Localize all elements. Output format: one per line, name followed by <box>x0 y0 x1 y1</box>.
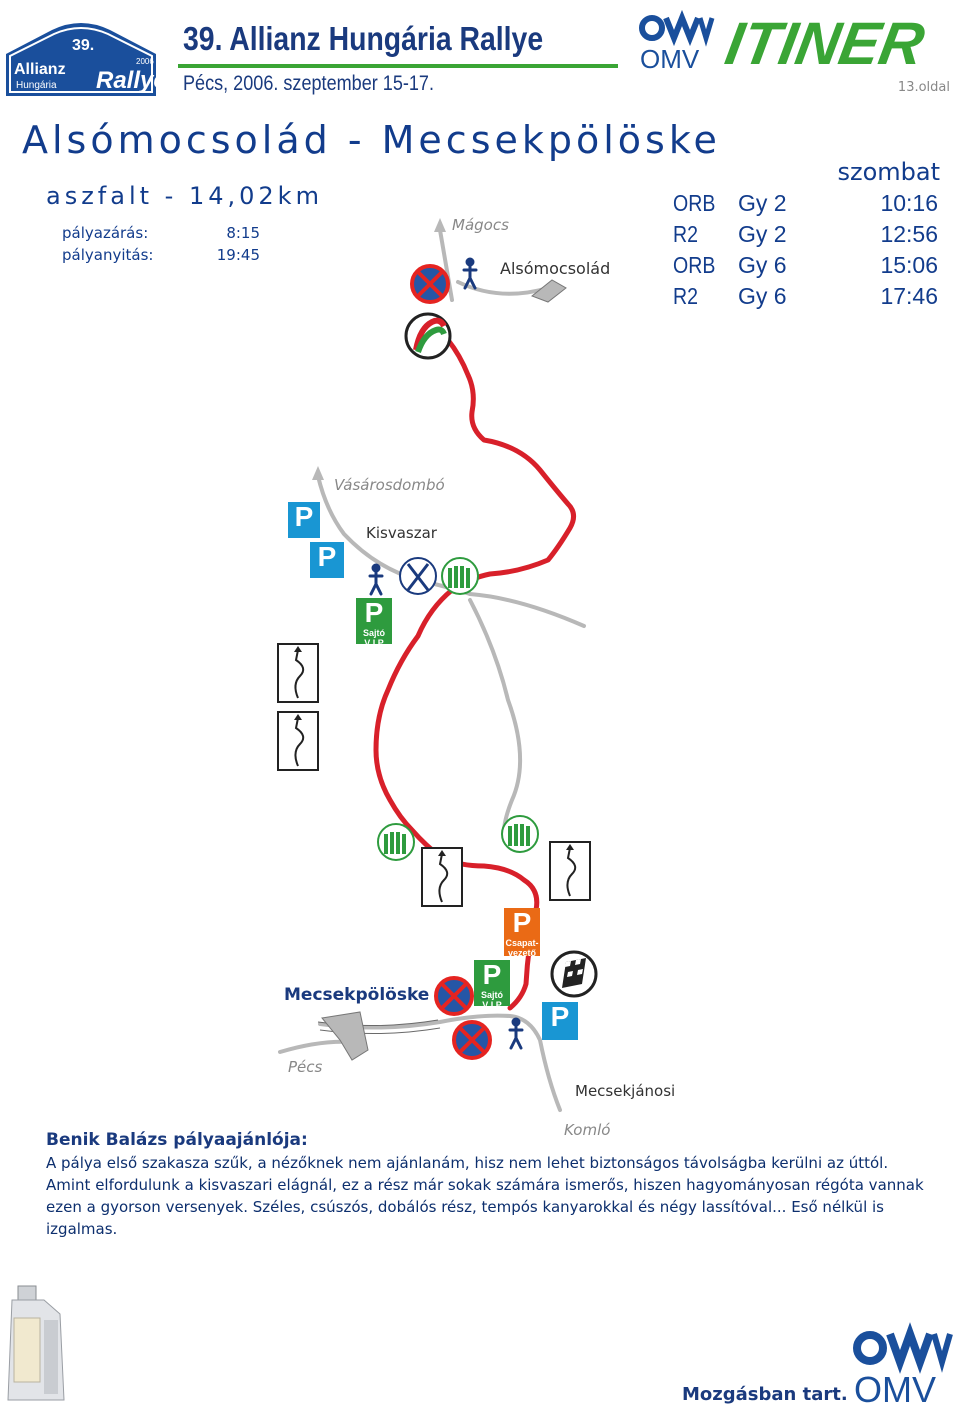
schedule-time: 17:46 <box>880 283 938 309</box>
schedule-class: ORB <box>673 252 716 278</box>
omv-footer-brand-text: OMV <box>854 1369 937 1408</box>
header-divider <box>178 64 618 68</box>
badge-rally: Rallye <box>96 67 167 94</box>
schedule-time: 10:16 <box>880 190 938 216</box>
stage-surface-length: aszfalt - 14,02km <box>46 182 323 210</box>
omv-logo-header <box>638 14 714 72</box>
place-magocs: Mágocs <box>452 216 509 234</box>
schedule-stage: Gy 6 <box>738 252 787 278</box>
schedule-stage: Gy 6 <box>738 283 787 309</box>
stage-route <box>376 340 574 1008</box>
place-mecsekjanosi: Mecsekjánosi <box>575 1082 676 1100</box>
badge-number: 39. <box>72 37 95 54</box>
opening-time: 19:45 <box>216 246 260 264</box>
schedule-class: R2 <box>673 221 698 247</box>
no-stopping-icon <box>454 1022 490 1058</box>
spectator-crowd-icon <box>378 824 414 860</box>
oil-bottle-image <box>4 1284 68 1404</box>
team-manager-parking-sign: P Csapat- vezető <box>505 907 539 958</box>
no-stopping-icon <box>436 978 472 1014</box>
badge-country: Hungária <box>16 80 57 91</box>
parking-sign: P <box>310 542 344 578</box>
place-vasarosdombo: Vásárosdombó <box>334 476 445 494</box>
spectator-crowd-icon <box>442 558 478 594</box>
place-mecsekpoloske: Mecsekpölöske <box>284 985 430 1005</box>
schedule-stage: Gy 2 <box>738 221 787 247</box>
rally-badge-logo <box>4 20 167 98</box>
closing-label: pályazárás: <box>62 224 149 242</box>
arrow-magocs <box>434 218 446 232</box>
badge-sponsor: Allianz <box>14 61 66 78</box>
start-flag-icon <box>406 314 450 358</box>
rally-subtitle: Pécs, 2006. szeptember 15-17. <box>183 72 434 95</box>
parking-sign: P <box>542 1002 578 1040</box>
chicane-icon <box>278 644 318 702</box>
schedule-day: szombat <box>837 158 940 186</box>
spectator-crowd-icon <box>502 816 538 852</box>
chicane-icon <box>422 848 462 906</box>
road-south <box>470 600 520 842</box>
page-number: 13.oldal <box>897 80 950 95</box>
food-icon <box>400 558 436 594</box>
place-alsomocsolad: Alsómocsolád <box>500 259 611 278</box>
finish-flag-icon <box>552 952 596 996</box>
road-pecs <box>280 1042 352 1052</box>
spectator-icon <box>370 565 382 594</box>
itiner-text: ITINER <box>720 9 930 77</box>
press-vip-parking-sign: P Sajtó V I P <box>356 598 392 644</box>
omv-logo-footer <box>852 1330 954 1406</box>
stage-title: Alsómocsolád - Mecsekpölöske <box>22 118 721 162</box>
badge-year: 2006 <box>136 57 154 66</box>
footer-tagline: Mozgásban tart. <box>682 1384 848 1405</box>
chicane-icon <box>278 712 318 770</box>
place-komlo: Komló <box>564 1121 611 1139</box>
parking-sign: P <box>288 502 320 538</box>
spectator-icon <box>464 259 476 288</box>
road-kisvaszar-east <box>470 594 584 626</box>
schedule-time: 12:56 <box>880 221 938 247</box>
town-block-mecsekpoloske <box>322 1012 368 1060</box>
press-vip-parking-sign: P Sajtó V I P <box>474 960 510 1006</box>
place-kisvaszar: Kisvaszar <box>366 524 437 542</box>
tip-text: A pálya első szakasza szűk, a nézőknek nem ajánlanám, hisz nem lehet biztonságos távolságba kerülni az úttól. Amint elfordulunk a kisvaszari elágnál, ez a rész már sokak számára ismerős, hiszen hagyományosan régóta vannak ezen a gyorson versenyek. Széles, csúszós, dobálós rész, tempós kanyarokkal és négy lassítóval... Eső nélkül is izgalmas. <box>46 1154 924 1238</box>
itiner-logo <box>720 2 954 77</box>
arrow-vasarosdombo <box>312 466 324 480</box>
no-stopping-icon <box>412 266 448 302</box>
schedule-class: ORB <box>673 190 716 216</box>
tip-heading: Benik Balázs pályaajánlója: <box>46 1130 308 1150</box>
omv-brand-text: OMV <box>640 44 700 74</box>
schedule-time: 15:06 <box>880 252 938 278</box>
side-roads <box>280 230 584 1110</box>
schedule-stage: Gy 2 <box>738 190 787 216</box>
chicane-icon <box>550 842 590 900</box>
opening-label: pályanyitás: <box>62 246 154 264</box>
place-pecs: Pécs <box>288 1058 323 1076</box>
rally-title: 39. Allianz Hungária Rallye <box>183 20 544 57</box>
closing-time: 8:15 <box>226 224 260 242</box>
schedule-class: R2 <box>673 283 698 309</box>
spectator-icon <box>510 1019 522 1048</box>
